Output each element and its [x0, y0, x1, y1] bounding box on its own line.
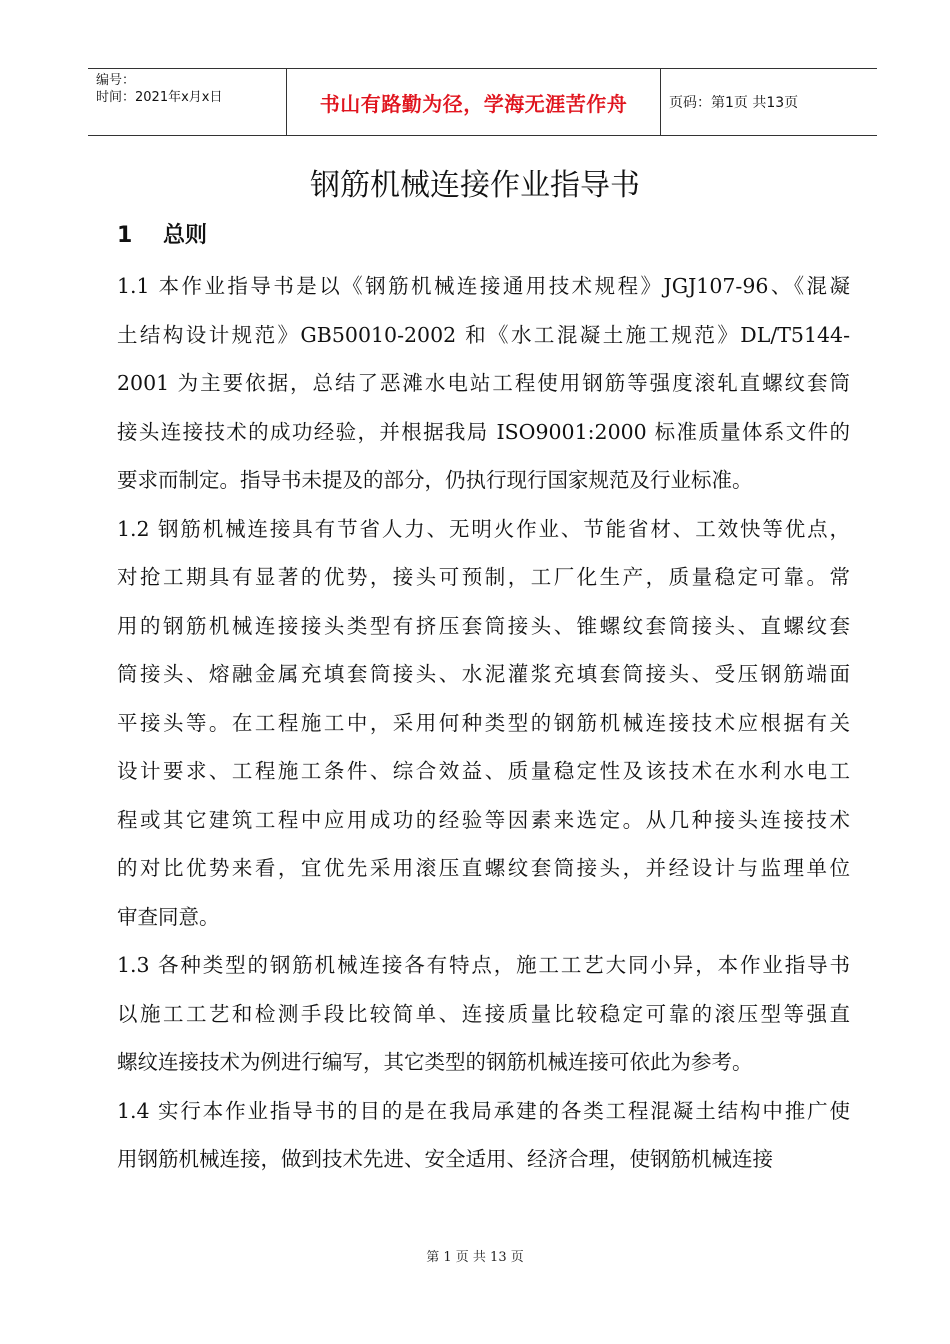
paragraph-line: 接头连接技术的成功经验，并根据我局 ISO9001:2000 标准质量体系文件的 — [117, 419, 850, 444]
document-number-label: 编号： — [96, 73, 136, 88]
paragraph-line: 的对比优势来看，宜优先采用滚压直螺纹套筒接头，并经设计与监理单位 — [117, 856, 850, 880]
paragraph-line: 螺纹连接技术为例进行编写，其它类型的钢筋机械连接可依此为参考。 — [117, 1050, 753, 1074]
page-footer: 第 1 页 共 13 页 — [426, 1250, 524, 1265]
paragraph — [117, 505, 850, 942]
header-meta — [88, 69, 287, 135]
paragraph — [117, 262, 850, 505]
paragraph-line: 程或其它建筑工程中应用成功的经验等因素来选定。从几种接头连接技术 — [117, 807, 850, 832]
paragraph-line: 以施工工艺和检测手段比较简单、连接质量比较稳定可靠的滚压型等强直 — [117, 1001, 850, 1026]
paragraph — [117, 941, 850, 1087]
header-motto: 书山有路勤为径，学海无涯苦作舟 — [287, 69, 661, 135]
document-time-label: 时间：2021年x月x日 — [96, 90, 223, 105]
paragraph-line: 2001 为主要依据，总结了恶滩水电站工程使用钢筋等强度滚轧直螺纹套筒 — [117, 371, 850, 395]
document-title: 钢筋机械连接作业指导书 — [310, 168, 640, 203]
paragraph-line: 土结构设计规范》GB50010-2002 和《水工混凝土施工规范》DL/T5144- — [117, 322, 850, 347]
paragraph-line: 对抢工期具有显著的优势，接头可预制，工厂化生产，质量稳定可靠。常 — [117, 565, 850, 589]
paragraph-line: 1.2 钢筋机械连接具有节省人力、无明火作业、节能省材、工效快等优点， — [117, 516, 850, 541]
paragraph — [117, 1087, 850, 1184]
paragraph-line: 审查同意。 — [117, 904, 220, 929]
paragraph-line: 1.1 本作业指导书是以《钢筋机械连接通用技术规程》JGJ107-96、《混凝 — [117, 274, 850, 298]
section-heading: 1 总则 — [117, 223, 207, 248]
paragraph-line: 用的钢筋机械连接接头类型有挤压套筒接头、锥螺纹套筒接头、直螺纹套 — [117, 613, 850, 638]
paragraph-line: 用钢筋机械连接，做到技术先进、安全适用、经济合理，使钢筋机械连接 — [117, 1147, 773, 1171]
paragraph-line: 1.4 实行本作业指导书的目的是在我局承建的各类工程混凝土结构中推广使 — [117, 1098, 850, 1123]
paragraph-line: 要求而制定。指导书未提及的部分，仍执行现行国家规范及行业标准。 — [117, 468, 753, 492]
document-header — [88, 68, 877, 136]
paragraph-line: 1.3 各种类型的钢筋机械连接各有特点，施工工艺大同小异，本作业指导书 — [117, 953, 850, 977]
document-body — [117, 262, 850, 1184]
paragraph-line: 筒接头、熔融金属充填套筒接头、水泥灌浆充填套筒接头、受压钢筋端面 — [117, 662, 850, 686]
paragraph-line: 设计要求、工程施工条件、综合效益、质量稳定性及该技术在水利水电工 — [117, 759, 850, 783]
paragraph-line: 平接头等。在工程施工中，采用何种类型的钢筋机械连接技术应根据有关 — [117, 710, 850, 735]
header-page-info: 页码：第1页 共13页 — [669, 95, 799, 111]
